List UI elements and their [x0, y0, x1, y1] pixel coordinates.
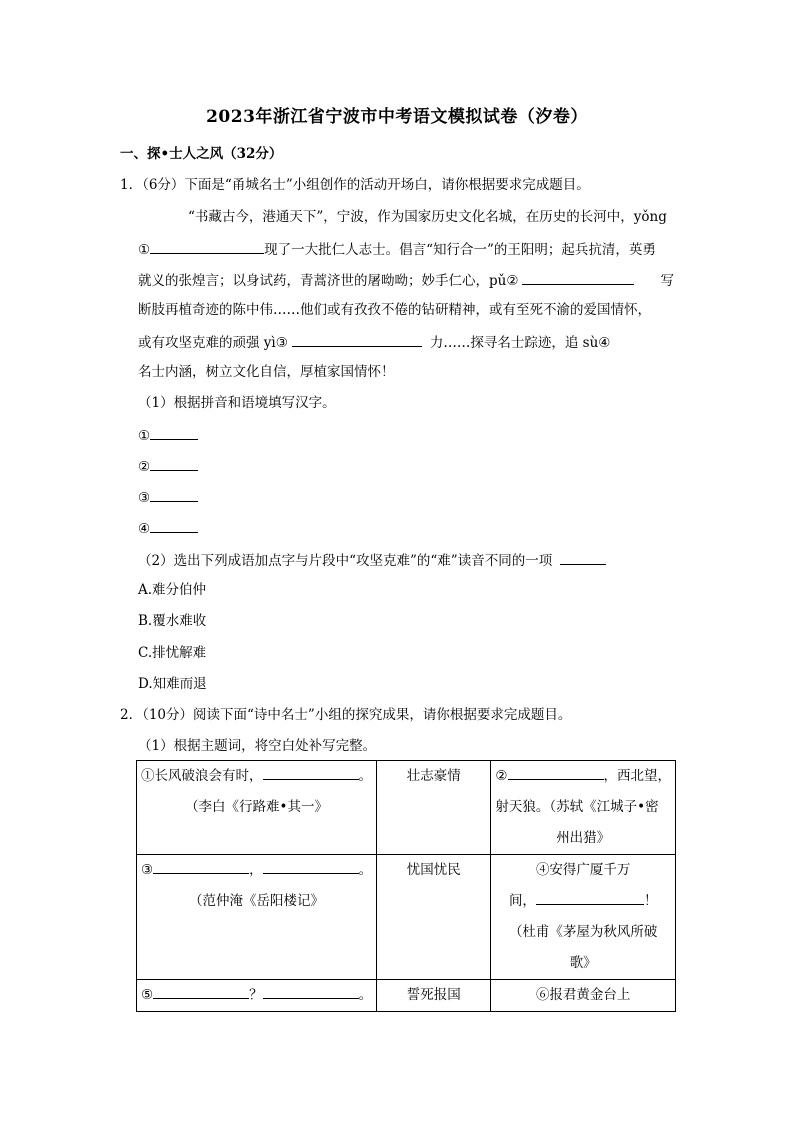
passage-line-6: 名士内涵，树立文化自信，厚植家国情怀！ [138, 364, 395, 380]
question-2-stem: 2．（10分）阅读下面“诗中名士”小组的探究成果，请你根据要求完成题目。 [120, 707, 572, 723]
table-row [137, 980, 676, 1012]
option-d[interactable]: D.知难而退 [138, 676, 207, 692]
prompt-text: （2）选出下列成语加点字与片段中“攻坚克难”的“难”读音不同的一项 [138, 553, 553, 569]
table-row [137, 855, 676, 980]
option-a[interactable]: A.难分伯仲 [138, 582, 207, 598]
table-cell [137, 761, 377, 855]
passage-text: 写 [660, 273, 674, 289]
cell-text: 。 [358, 862, 373, 878]
table-cell [491, 855, 676, 980]
fill-blank-1[interactable] [150, 425, 198, 440]
fill-blank-3[interactable] [150, 487, 198, 502]
cell-text: ？ [249, 987, 263, 1003]
cell-text: 。 [358, 987, 373, 1003]
fill-blank-2[interactable] [150, 456, 198, 471]
circled-marker: ① [138, 242, 151, 258]
sub-question-2-prompt [138, 550, 606, 570]
passage-text: 力……探寻名士踪迹，追 sù④ [429, 335, 611, 351]
answer-blank-poem-5b[interactable] [263, 984, 359, 999]
answer-blank-poem-2[interactable] [508, 765, 604, 780]
question-1-stem: 1．（6分）下面是“甬城名士”小组创作的活动开场白，请你根据要求完成题目。 [120, 177, 590, 193]
passage-line-1: “书藏古今，港通天下”，宁波，作为国家历史文化名城，在历史的长河中，yǒng [188, 209, 667, 225]
fill-item-3 [138, 487, 198, 507]
cell-text: 歌》 [569, 955, 597, 971]
cell-text: ， [249, 862, 263, 878]
cell-source: （范仲淹《岳阳楼记》 [189, 893, 325, 909]
option-b[interactable]: B.覆水难收 [138, 613, 207, 629]
answer-blank-choice[interactable] [560, 550, 606, 565]
option-c[interactable]: C.排忧解难 [138, 645, 207, 661]
cell-text: ，西北望， [603, 768, 671, 784]
table-cell [491, 761, 676, 855]
passage-line-4: 断肢再植奇迹的陈中伟……他们或有孜孜不倦的钻研精神，或有至死不渝的爱国情怀， [138, 302, 651, 318]
circled-marker: ① [138, 428, 151, 444]
cell-text: ！ [643, 893, 658, 909]
cell-text: ② [495, 768, 508, 784]
theme-cell: 誓死报国 [377, 980, 491, 1012]
table-cell [137, 980, 377, 1012]
cell-text: ①长风破浪会有时， [141, 768, 263, 784]
fill-item-4 [138, 518, 198, 538]
section-heading: 一、探•士人之风（32分） [120, 146, 283, 162]
passage-text: 现了一大批仁人志士。倡言“知行合一”的王阳明；起兵抗清，英勇 [264, 242, 656, 258]
page-title: 2023年浙江省宁波市中考语文模拟试卷（汐卷） [206, 107, 588, 127]
fill-item-1 [138, 425, 198, 445]
theme-cell: 忧国忧民 [377, 855, 491, 980]
cell-text: ⑤ [141, 987, 154, 1003]
passage-text: 或有攻坚克难的顽强 yì③ [138, 335, 288, 351]
sub-question-2-1-prompt: （1）根据主题词，将空白处补写完整。 [138, 738, 377, 754]
answer-blank-poem-3a[interactable] [153, 859, 249, 874]
circled-marker: ③ [138, 490, 151, 506]
table-row [137, 761, 676, 855]
answer-blank-2[interactable] [522, 270, 634, 285]
cell-text: ④安得广厦千万 [535, 862, 631, 878]
fill-item-2 [138, 456, 198, 476]
cell-text: （杜甫《茅屋为秋风所破 [508, 924, 658, 940]
cell-source: （李白《行路难•其一》 [185, 799, 329, 815]
cell-text: 。 [358, 768, 372, 784]
circled-marker: ② [138, 459, 151, 475]
answer-blank-poem-1[interactable] [263, 765, 359, 780]
passage-line-5 [138, 332, 610, 352]
answer-blank-poem-4[interactable] [536, 890, 644, 905]
theme-cell: 壮志豪情 [377, 761, 491, 855]
cell-text: ③ [141, 862, 154, 878]
table-cell [137, 855, 377, 980]
poem-table [136, 760, 676, 1012]
sub-question-1-prompt: （1）根据拼音和语境填写汉字。 [138, 395, 336, 411]
fill-blank-4[interactable] [150, 518, 198, 533]
passage-line-3 [138, 270, 674, 290]
table-cell: ⑥报君黄金台上 [491, 980, 676, 1012]
answer-blank-1[interactable] [150, 239, 264, 254]
circled-marker: ④ [138, 521, 151, 537]
cell-text: 间， [508, 893, 536, 909]
cell-text: 射天狼。（苏轼《江城子•密 [495, 799, 659, 815]
answer-blank-3[interactable] [292, 332, 422, 347]
passage-text: 就义的张煌言；以身试药，青蒿济世的屠呦呦；妙手仁心，pǔ② [138, 273, 519, 289]
cell-text: 州出猎》 [556, 830, 611, 846]
answer-blank-poem-3b[interactable] [263, 859, 359, 874]
passage-line-2 [138, 239, 656, 259]
answer-blank-poem-5a[interactable] [153, 984, 249, 999]
